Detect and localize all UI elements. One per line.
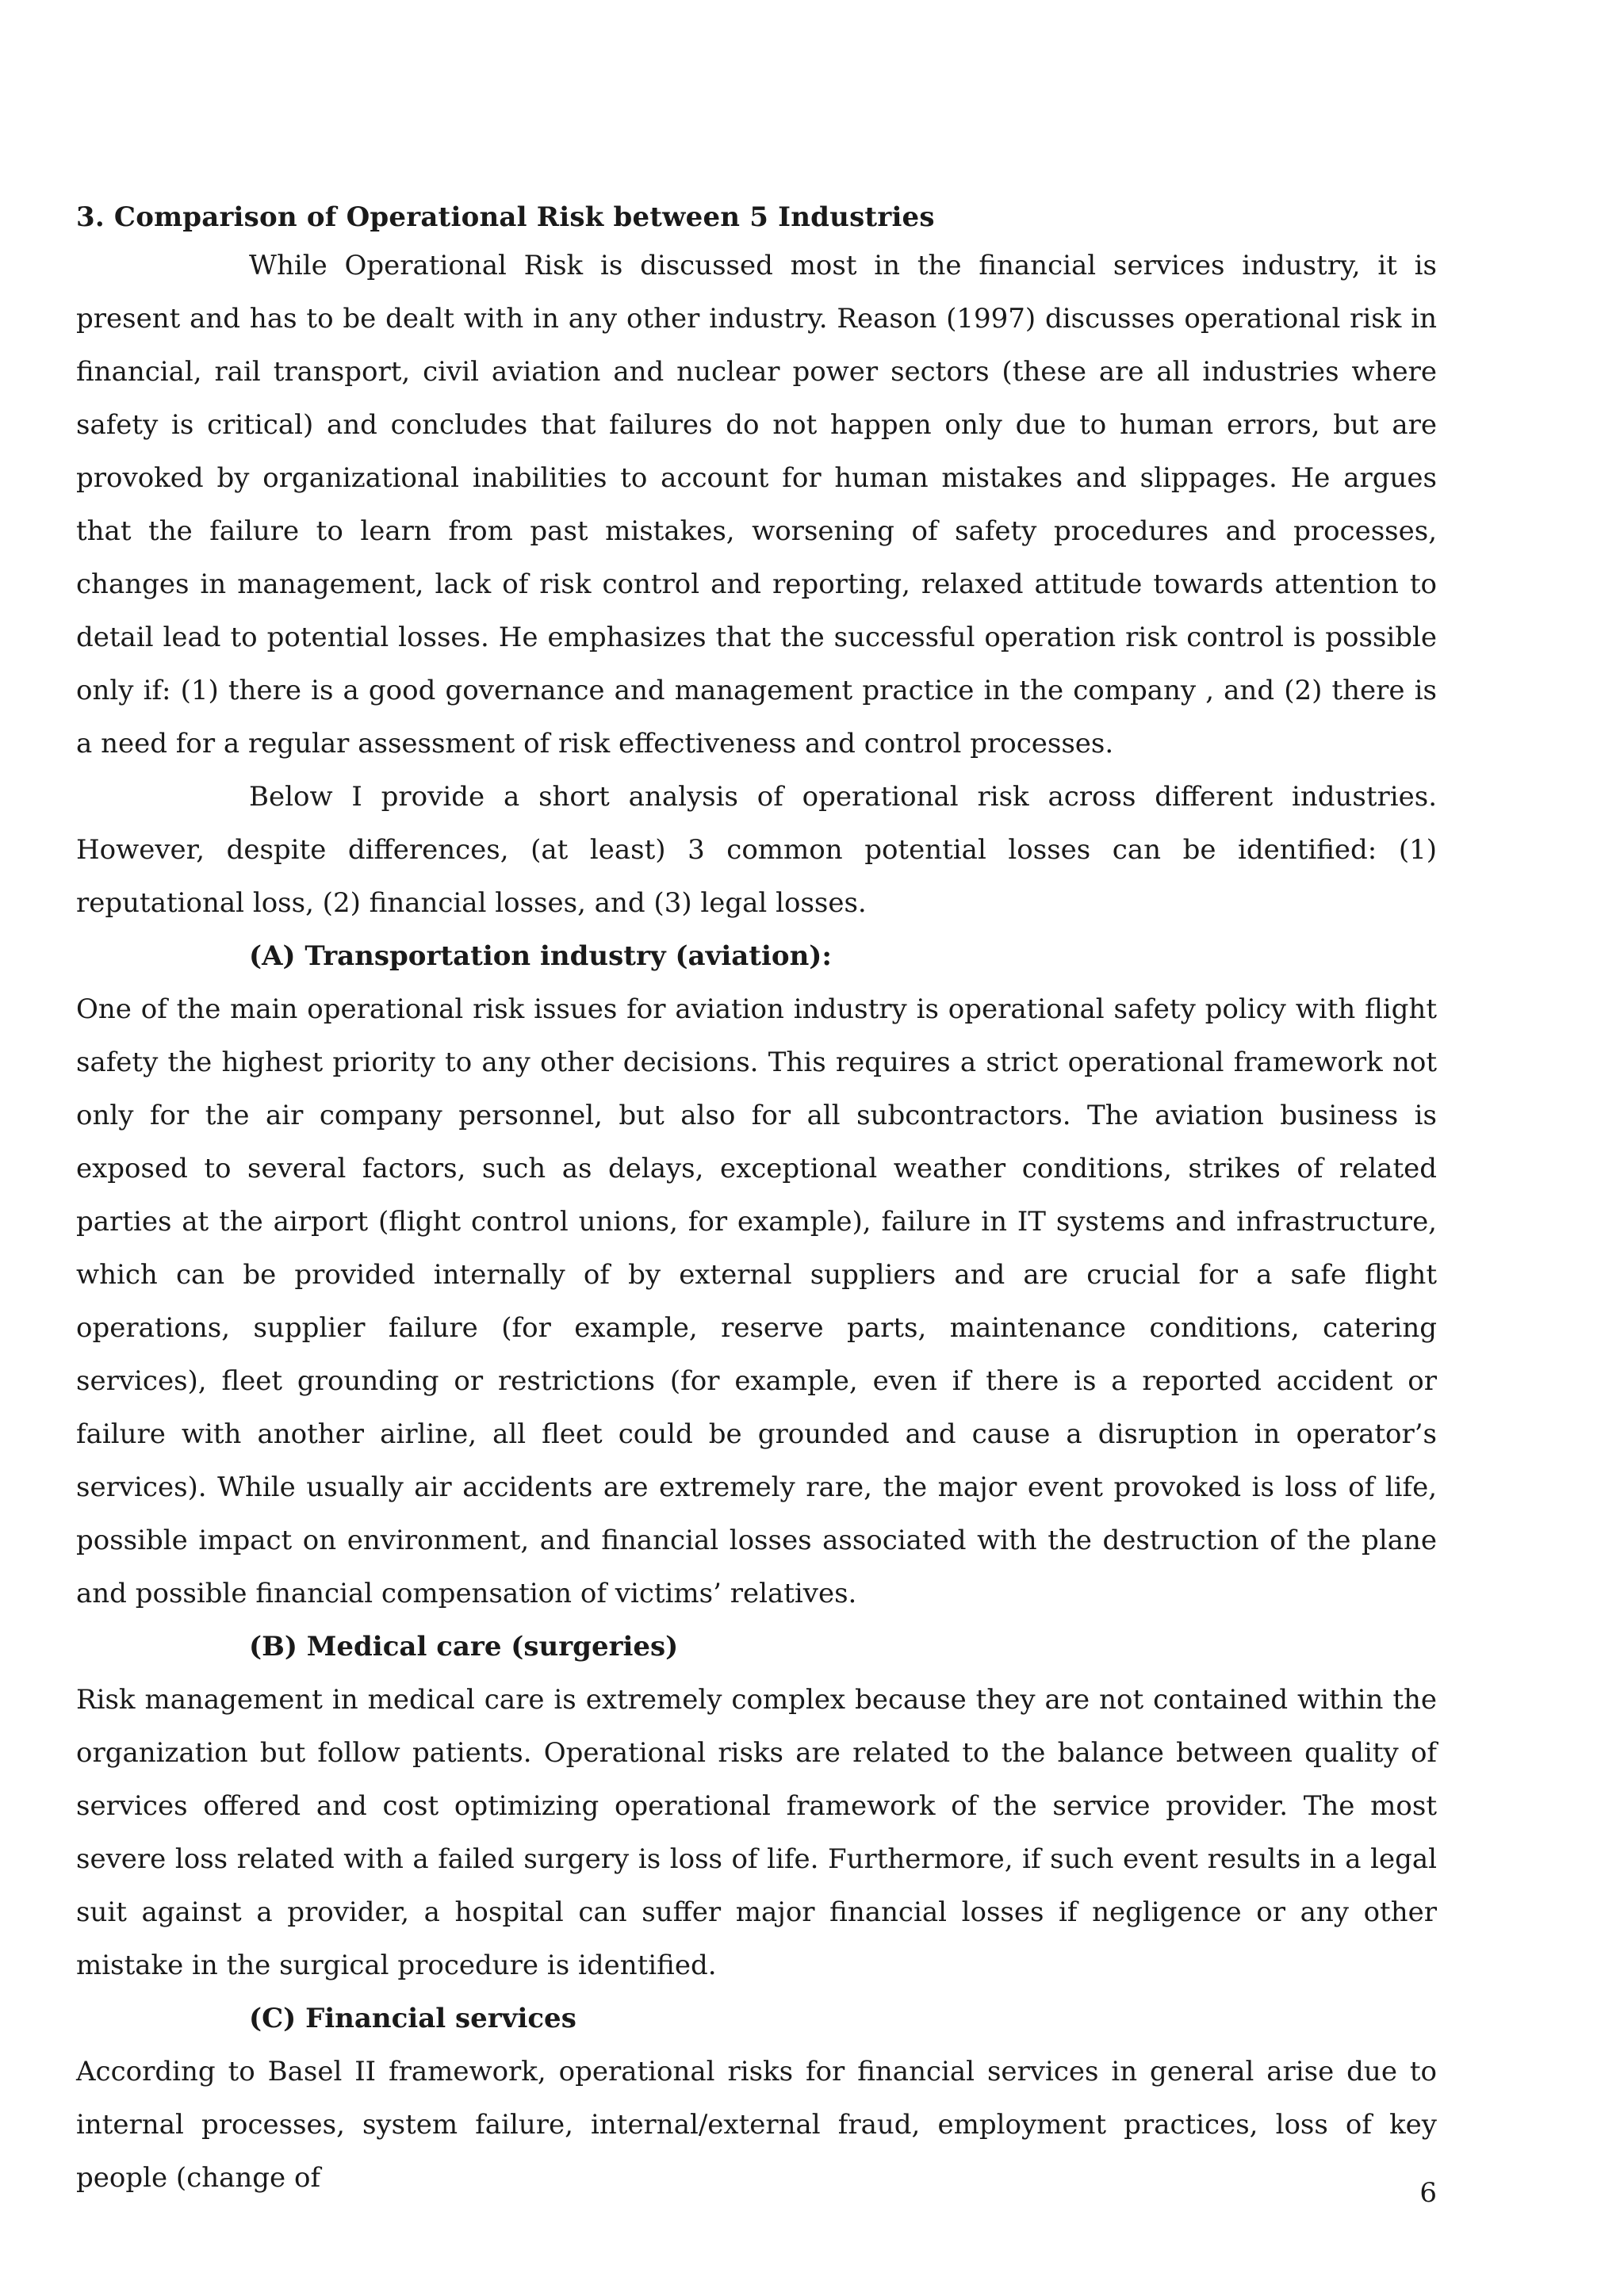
intro-paragraph-2: Below I provide a short analysis of operational risk across different industries. However, despite differences, (at least) 3 common potential losses can be identified: (1) reputational loss, (2) financial losses, and (3) legal losses. xyxy=(76,781,1437,919)
subsection-heading-medical: (B) Medical care (surgeries) xyxy=(249,1631,679,1663)
subsection-heading-aviation: (A) Transportation industry (aviation): xyxy=(249,940,832,972)
subsection-text-financial: According to Basel II framework, operational risks for financial services in general arise due to internal processes, system failure, internal/external fraud, employment practices, loss of key people (change of xyxy=(76,2056,1437,2194)
document-page xyxy=(76,195,1437,2205)
subsection-text-aviation: One of the main operational risk issues for aviation industry is operational safety policy with flight safety the highest priority to any other decisions. This requires a strict operational framework not only for the air company personnel, but also for all subcontractors. The aviation business is exposed to several factors, such as delays, exceptional weather conditions, strikes of related parties at the airport (flight control unions, for example), failure in IT systems and infrastructure, which can be provided internally of by external suppliers and are crucial for a safe flight operations, supplier failure (for example, reserve parts, maintenance conditions, catering services), fleet grounding or restrictions (for example, even if there is a reported accident or failure with another airline, all fleet could be grounded and cause a disruption in operator’s services). While usually air accidents are extremely rare, the major event provoked is loss of life, possible impact on environment, and financial losses associated with the destruction of the plane and possible financial compensation of victims’ relatives. xyxy=(76,993,1437,1609)
section-title: 3. Comparison of Operational Risk between 5 Industries xyxy=(76,201,935,233)
intro-paragraph-1: While Operational Risk is discussed most in the financial services industry, it is present and has to be dealt with in any other industry. Reason (1997) discusses operational risk in financial, rail transport, civil aviation and nuclear power sectors (these are all industries where safety is critical) and concludes that failures do not happen only due to human errors, but are provoked by organizational inabilities to account for human mistakes and slippages. He argues that the failure to learn from past mistakes, worsening of safety procedures and processes, changes in management, lack of risk control and reporting, relaxed attitude towards attention to detail lead to potential losses. He emphasizes that the successful operation risk control is possible only if: (1) there is a good governance and management practice in the company , and (2) there is a need for a regular assessment of risk effectiveness and control processes. xyxy=(76,250,1437,760)
page-number: 6 xyxy=(1419,2177,1437,2209)
subsection-heading-financial: (C) Financial services xyxy=(249,2003,576,2034)
subsection-text-medical: Risk management in medical care is extremely complex because they are not contained within the organization but follow patients. Operational risks are related to the balance between quality of services offered and cost optimizing operational framework of the service provider. The most severe loss related with a failed surgery is loss of life. Furthermore, if such event results in a legal suit against a provider, a hospital can suffer major financial losses if negligence or any other mistake in the surgical procedure is identified. xyxy=(76,1684,1437,1981)
